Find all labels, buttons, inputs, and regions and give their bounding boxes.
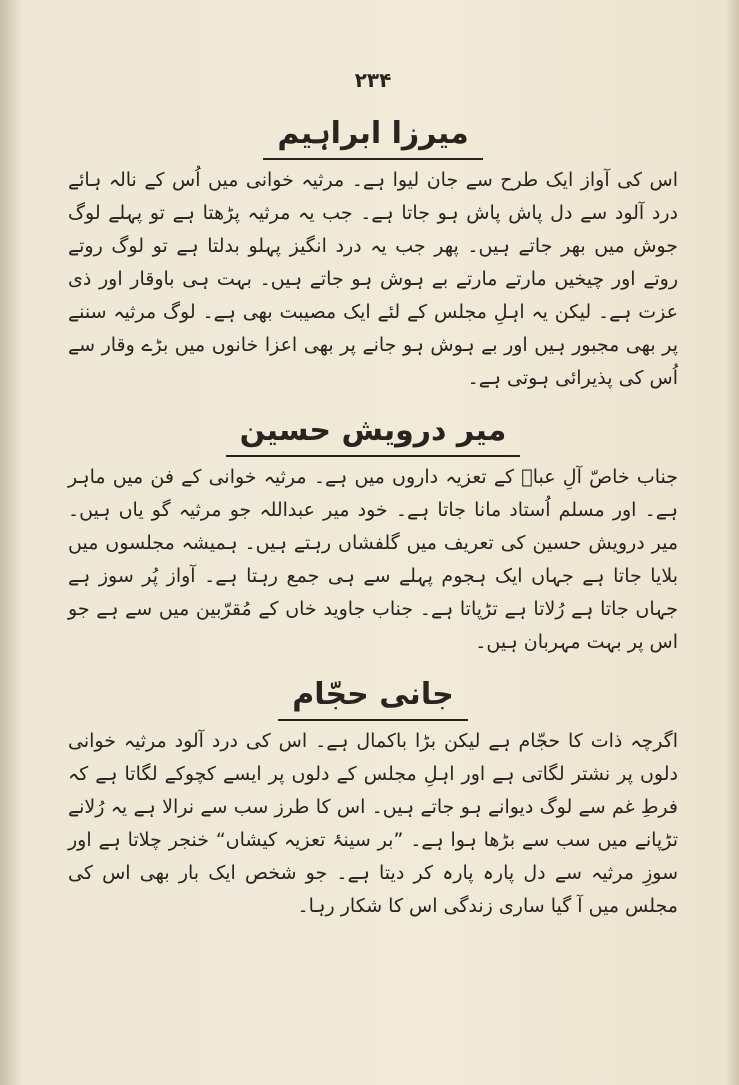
page-number: ۲۳۴	[354, 68, 392, 92]
section-title-text: میر درویش حسین	[226, 409, 521, 457]
section-mirza-ibrahim	[68, 112, 678, 395]
page-content	[68, 62, 678, 923]
section-title	[68, 409, 678, 457]
section-mir-darvesh-husain	[68, 409, 678, 659]
section-paragraph: اگرچہ ذات کا حجّام ہے لیکن بڑا باکمال ہے۔ اس کی درد آلود مرثیہ خوانی دلوں پر نشتر لگاتی ہے اور اہلِ مجلس کے دلوں پر ایسے کچوکے لگاتا ہے کہ فرطِ غم سے لوگ دیوانے ہو جاتے ہیں۔ اس کا طرز سب سے نرالا ہے یہ رُلانے تڑپانے میں سب سے بڑھا ہوا ہے۔ ”بر سینۂ تعزیہ کیشاں“ خنجر چلاتا ہے اور سوزِ مرثیہ سے دل پارہ پارہ کر دیتا ہے۔ جو شخص ایک بار بھی اس کی مجلس میں آ گیا ساری زندگی اس کا شکار رہا۔	[68, 730, 678, 917]
section-title-text: میرزا ابراہیم	[263, 112, 482, 160]
section-title	[68, 673, 678, 721]
page-edge-shadow	[725, 0, 739, 1085]
section-jani-hajjam	[68, 673, 678, 923]
section-title-text: جانی حجّام	[278, 673, 467, 721]
section-title	[68, 112, 678, 160]
section-paragraph: جناب خاصّ آلِ عباؑ کے تعزیہ داروں میں ہے۔ مرثیہ خوانی کے فن میں ماہر ہے۔ اور مسلم اُستاد مانا جاتا ہے۔ خود میر عبداللہ جو مرثیہ گو یاں ہیں۔ میر درویش حسین کی تعریف میں گلفشاں رہتے ہیں۔ ہمیشہ مجلسوں میں بلایا جاتا ہے جہاں ایک ہجوم پہلے سے ہی جمع رہتا ہے۔ آواز پُر سوز ہے جہاں جاتا ہے رُلاتا ہے تڑپاتا ہے۔ جناب جاوید خاں کے مُقرّبین میں سے ہے جو اس پر بہت مہربان ہیں۔	[68, 466, 678, 653]
section-paragraph: اس کی آواز ایک طرح سے جان لیوا ہے۔ مرثیہ خوانی میں اُس کے نالہ ہائے درد آلود سے دل پاش پاش ہو جاتا ہے۔ جب یہ مرثیہ پڑھتا ہے تو پہلے لوگ جوش میں بھر جاتے ہیں۔ پھر جب یہ درد انگیز پہلو بدلتا ہے تو لوگ روتے روتے اور چیخیں مارتے مارتے بے ہوش ہو جاتے ہیں۔ بہت ہی باوقار اور ذی عزت ہے۔ لیکن یہ اہلِ مجلس کے لئے ایک مصیبت بھی ہے۔ لوگ مرثیہ سننے پر بھی مجبور ہیں اور بے ہوش ہو جانے پر بھی اعزا خانوں میں بڑے وقار سے اُس کی پذیرائی ہوتی ہے۔	[68, 169, 678, 389]
